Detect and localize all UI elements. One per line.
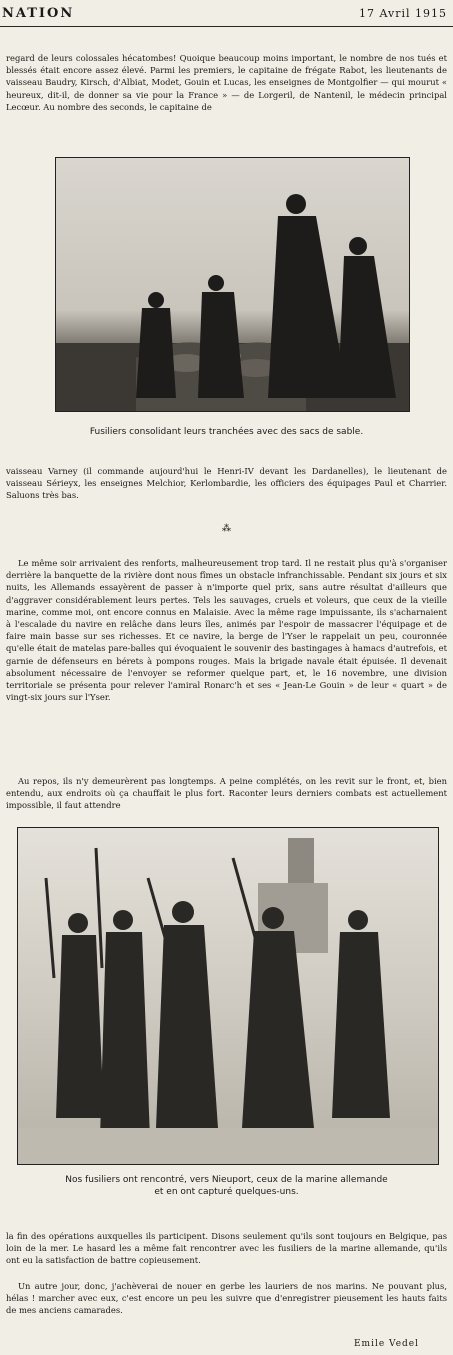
photo-caption-trenches: Fusiliers consolidant leurs tranchées avec des sacs de sable. — [89, 427, 364, 437]
paragraph-casualties: regard de leurs colossales hécatombes! Quoique beaucoup moins important, le nombre de nos tués et blessés était encore assez élevé. Parmi les premiers, le capitaine de frégate Rabot, les lieutenants de vaisseau Baudry, Kirsch, d'Albiat, Modet, Gouin et Lucas, les enseignes de Montgolfier — qui mourut « heureux, dit-il, de donner sa vie pour la France » — de Lorgeril, de Nantenil, le médecin principal Lecœur. Au nombre des seconds, le capitaine de — [6, 53, 447, 112]
paragraph-rest: Au repos, ils n'y demeurèrent pas longtemps. A peine complétés, on les revit sur le front, et, bien entendu, aux endroits où ça chauffait le plus fort. Raconter leurs derniers combats est actuellement impossible, il faut attendre — [6, 776, 447, 811]
illustration-caption-line2: et en ont capturé quelques-uns. — [154, 1187, 299, 1197]
page-header — [0, 0, 453, 27]
paragraph-reinforcements: Le même soir arrivaient des renforts, malheureusement trop tard. Il ne restait plus qu'à s'organiser derrière la banquette de la rivière dont nous fîmes un obstacle infranchissable. Pendant six jours et six nuits, les Allemands essayèrent de passer à n'importe quel prix, sans autre résultat d'ailleurs que d'aggraver considérablement leurs pertes. Tels les sauvages, cruels et voleurs, que ceux de la vieille marine, comme moi, ont encore connus en Malaisie. Avec la même rage impuissante, ils s'acharnaient à l'escalade du navire en relâche dans leurs îles, animés par l'espoir de massacrer l'équipage et de faire main basse sur ses richesses. Et ce navire, la berge de l'Yser le rappelait un peu, couronnée qu'elle était de matelas pare-balles qui évoquaient le souvenir des bastingages à hamacs d'autrefois, et garnie de défenseurs en bérets à pompons rouges. Mais la brigade navale était épuisée. Il devenait absolument nécessaire de l'envoyer se reformer quelque part, et, le 16 novembre, une division territoriale se présenta pour relever l'amiral Ronarc'h et ses « Jean-Le Gouin » de leur « quart » de vingt-six jours sur l'Yser. — [6, 558, 447, 703]
paragraph-belgium: la fin des opérations auxquelles ils participent. Disons seulement qu'ils sont toujours en Belgique, pas loin de la mer. Le hasard les a même fait rencontrer avec les fusiliers de la marine allemande, qu'ils ont eu la satisfaction de battre copieusement. — [6, 1231, 447, 1266]
illustration-caption-line1: Nos fusiliers ont rencontré, vers Nieuport, ceux de la marine allemande — [65, 1175, 388, 1185]
illustration-fusiliers-marching — [17, 827, 439, 1165]
section-separator-asterism: ⁂ — [222, 524, 231, 534]
paragraph-conclusion: Un autre jour, donc, j'achèverai de nouer en gerbe les lauriers de nos marins. Ne pouvant plus, hélas ! marcher avec eux, c'est encore un peu les suivre que d'enregistrer pieusement les hauts faits de mes anciens camarades. — [6, 1281, 447, 1316]
journal-title: NATION — [2, 6, 75, 21]
photo-trenches-sandbags — [55, 157, 410, 412]
paragraph-officers: vaisseau Varney (il commande aujourd'hui le Henri-IV devant les Dardanelles), le lieutenant de vaisseau Sérieyx, les enseignes Melchior, Kerlombardie, les officiers des équipages Paul et Charrier. Saluons très bas. — [6, 466, 447, 501]
author-signature: Emile Vedel — [353, 1339, 419, 1349]
issue-date: 17 Avril 1915 — [359, 7, 447, 20]
